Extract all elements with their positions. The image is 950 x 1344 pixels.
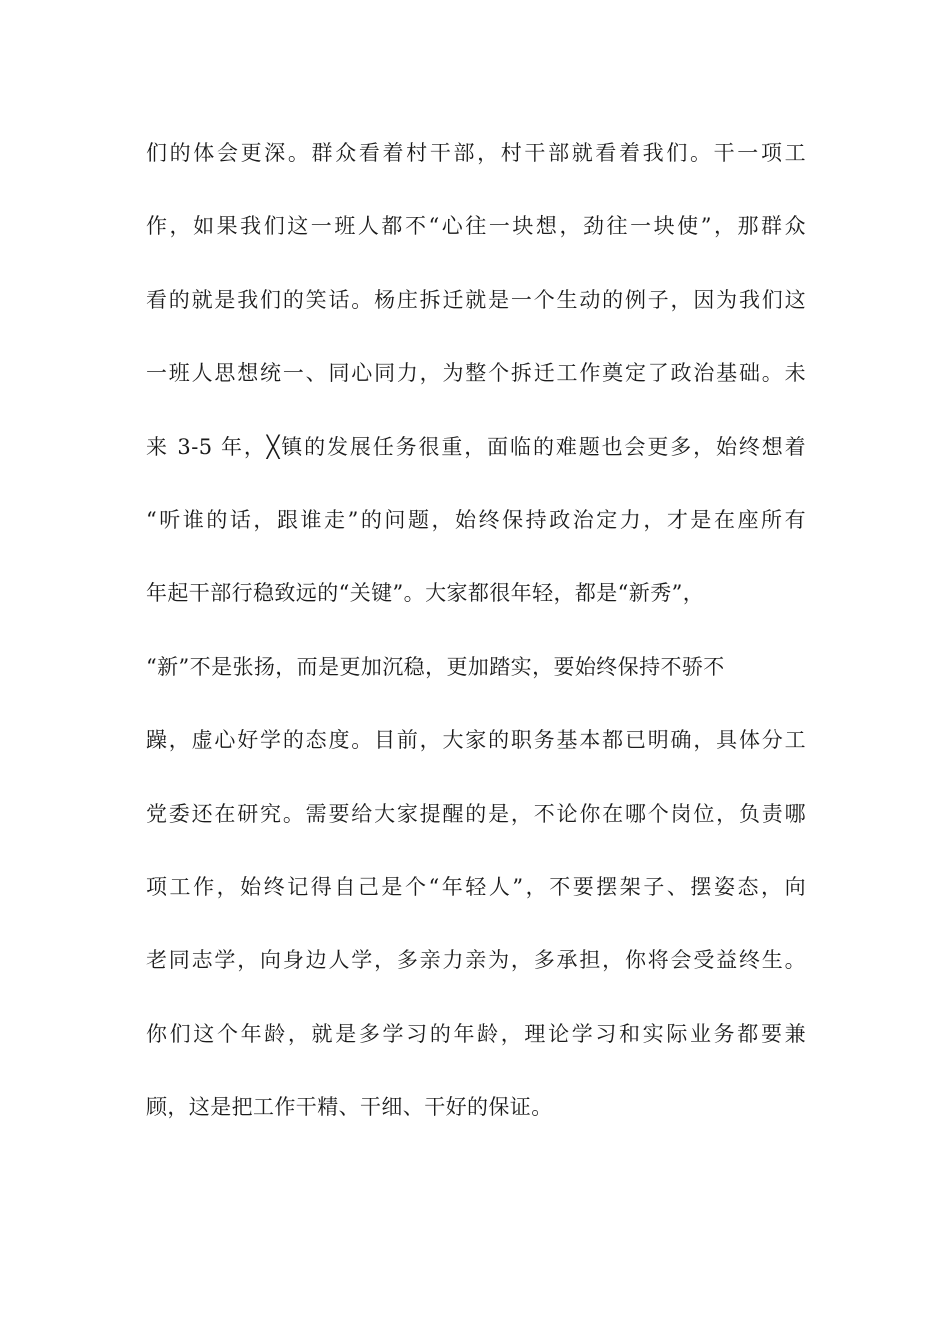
text-line-3: 看的就是我们的笑话。杨庄拆迁就是一个生动的例子，因为我们这 [146,287,806,312]
body-paragraph [146,128,806,1155]
text-line-2: 作，如果我们这一班人都不“心往一块想，劲往一块使”，那群众 [146,214,806,239]
text-line-6: “听谁的话，跟谁走”的问题，始终保持政治定力，才是在座所有 [146,507,806,532]
text-line-12: 老同志学，向身边人学，多亲力亲为，多承担，你将会受益终生。 [146,948,806,973]
text-line-9: 躁，虚心好学的态度。目前，大家的职务基本都已明确，具体分工 [146,728,806,753]
text-line-4: 一班人思想统一、同心同力，为整个拆迁工作奠定了政治基础。未 [146,361,806,386]
text-line-1: 们的体会更深。群众看着村干部，村干部就看着我们。干一项工 [146,141,806,165]
text-line-8: “新”不是张扬，而是更加沉稳，更加踏实，要始终保持不骄不 [146,654,725,679]
text-line-5: 来 3-5 年，╳镇的发展任务很重，面临的难题也会更多，始终想着 [146,434,806,459]
text-line-11: 项工作，始终记得自己是个“年轻人”，不要摆架子、摆姿态，向 [146,874,806,899]
text-line-7: 年起干部行稳致远的“关键”。大家都很年轻，都是“新秀”， [146,581,705,606]
text-line-13: 你们这个年龄，就是多学习的年龄，理论学习和实际业务都要兼 [146,1021,806,1046]
text-line-14: 顾，这是把工作干精、干细、干好的保证。 [146,1095,553,1120]
text-line-10: 党委还在研究。需要给大家提醒的是，不论你在哪个岗位，负责哪 [146,801,806,826]
